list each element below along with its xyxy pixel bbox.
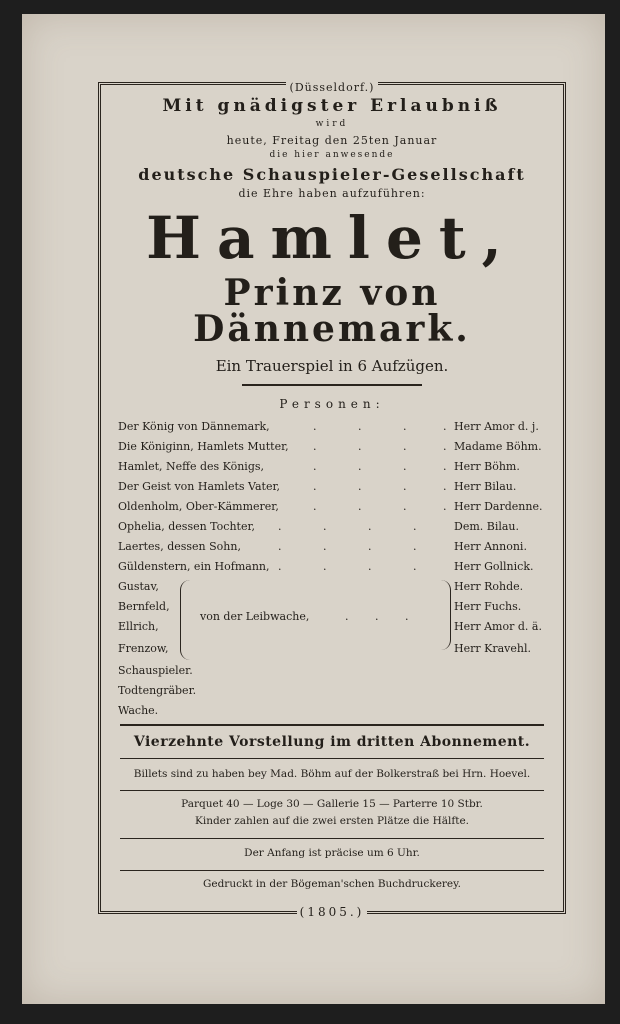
role-name: Schauspieler.	[118, 664, 193, 677]
performance-line: Vierzehnte Vorstellung im dritten Abonnement.	[133, 734, 531, 750]
role-name: Güldenstern, ein Hofmann,	[118, 560, 270, 573]
cast-row: Der König von Dännemark, . . . . Herr Amor d. j.	[118, 420, 539, 433]
role-name: Oldenholm, Ober-Kämmerer,	[118, 500, 279, 513]
start-line: Der Anfang ist präcise um 6 Uhr.	[244, 847, 420, 859]
role-name: Der Geist von Hamlets Vater,	[118, 480, 281, 493]
role-name: Wache.	[118, 704, 159, 717]
actor-name: Herr Rohde.	[454, 580, 524, 593]
actor-name: Herr Annoni.	[454, 540, 527, 553]
actor-name: Madame Böhm.	[454, 440, 542, 453]
role-name: Bernfeld,	[118, 600, 170, 613]
year-label: (1805.)	[297, 905, 368, 919]
year-tab	[101, 901, 563, 920]
extra-row	[118, 684, 550, 702]
printer-line: Gedruckt in der Bögeman'schen Buchdruckerey.	[202, 878, 462, 890]
cast-row: Güldenstern, ein Hofmann, . . . . Herr Gollnick.	[118, 560, 534, 573]
cast-row: Laertes, dessen Sohn, . . . . Herr Annoni.	[118, 540, 527, 553]
actor-name: Herr Amor d. ä.	[454, 620, 542, 633]
actor-name: Herr Böhm.	[454, 460, 520, 473]
actor-name: Herr Fuchs.	[454, 600, 522, 613]
cast-heading: Personen:	[279, 397, 385, 411]
cast-row: Oldenholm, Ober-Kämmerer, . . . . Herr Dardenne.	[118, 500, 543, 513]
genre-line: Ein Trauerspiel in 6 Aufzügen.	[215, 357, 449, 375]
rule	[120, 838, 544, 839]
children-line: Kinder zahlen auf die zwei ersten Plätze die Hälfte.	[195, 815, 469, 827]
role-name: Hamlet, Neffe des Königs,	[118, 460, 265, 473]
wird-line: wird	[315, 119, 349, 129]
role-name: Todtengräber.	[118, 684, 197, 697]
actor-name: Herr Dardenne.	[454, 500, 543, 513]
role-name: Ellrich,	[118, 620, 159, 633]
rule	[120, 758, 544, 759]
extra-row	[118, 704, 550, 722]
actor-name: Herr Bilau.	[454, 480, 517, 493]
rule	[120, 724, 544, 726]
cast-row: Der Geist von Hamlets Vater, . . . . Herr Bilau.	[118, 480, 517, 493]
role-name: Der König von Dännemark,	[118, 420, 270, 433]
honor-line: die Ehre haben aufzuführen:	[238, 187, 426, 200]
company-line: deutsche Schauspieler-Gesellschaft	[138, 165, 526, 184]
rule	[120, 870, 544, 871]
actor-name: Herr Gollnick.	[454, 560, 534, 573]
role-name: Laertes, dessen Sohn,	[118, 540, 241, 553]
role-name: Frenzow,	[118, 642, 169, 655]
cast-row: Ophelia, dessen Tochter, . . . . Dem. Bilau.	[118, 520, 520, 533]
tickets-line: Billets sind zu haben bey Mad. Böhm auf der Bolkerstraß bei Hrn. Hoevel.	[133, 768, 531, 780]
header-block	[106, 92, 558, 410]
left-brace	[180, 580, 191, 660]
cast-row: Hamlet, Neffe des Königs, . . . . Herr Böhm.	[118, 460, 520, 473]
role-name: Gustav,	[118, 580, 159, 593]
cast-row: Die Königinn, Hamlets Mutter, . . . . Madame Böhm.	[118, 440, 542, 453]
date-line: heute, Freitag den 25ten Januar	[226, 134, 438, 147]
prices-line: Parquet 40 — Loge 30 — Gallerie 15 — Parterre 10 Stbr.	[181, 798, 483, 810]
extra-row	[118, 664, 550, 682]
divider	[242, 384, 422, 386]
rule	[120, 790, 544, 791]
actor-name: Herr Kravehl.	[454, 642, 531, 655]
role-name: Die Königinn, Hamlets Mutter,	[118, 440, 289, 453]
present-line: die hier anwesende	[269, 150, 395, 160]
play-title: Hamlet,	[146, 204, 518, 272]
guard-label: von der Leibwache,	[200, 610, 310, 623]
actor-name: Herr Amor d. j.	[454, 420, 539, 433]
play-subtitle: Prinz von Dännemark.	[193, 272, 471, 350]
actor-name: Dem. Bilau.	[454, 520, 520, 533]
guard-label-row: von der Leibwache, . . .	[200, 610, 409, 623]
role-name: Ophelia, dessen Tochter,	[118, 520, 256, 533]
place-label: (Düsseldorf.)	[286, 81, 379, 94]
permission-line: Mit gnädigster Erlaubniß	[162, 96, 502, 116]
